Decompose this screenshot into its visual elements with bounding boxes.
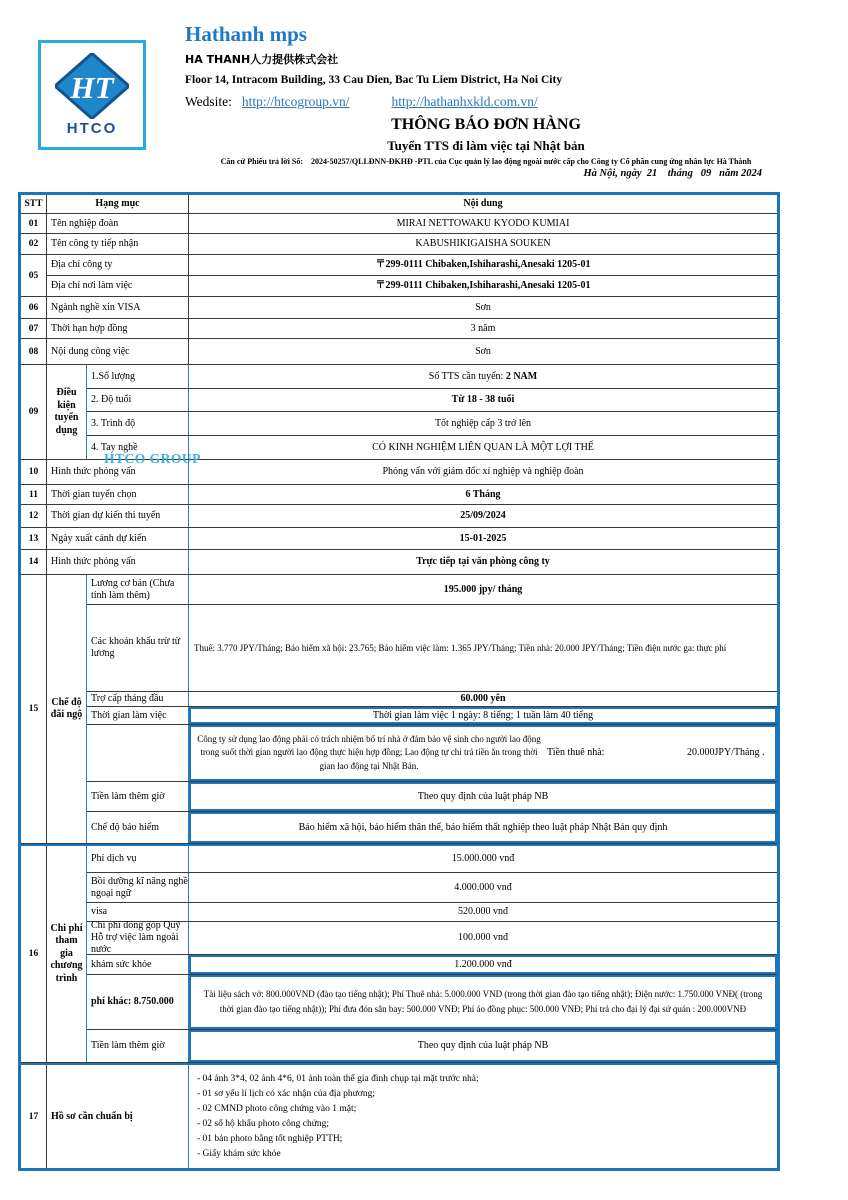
table-row [87, 692, 777, 707]
group-label: Chế độ đãi ngộ [47, 575, 87, 843]
table-row [21, 234, 777, 255]
row-value: 15-01-2025 [459, 532, 507, 544]
rent-value: 20.000JPY/Tháng . [687, 747, 765, 759]
table-row [87, 1030, 777, 1062]
table-row-group [21, 844, 777, 1063]
table-row-group [21, 255, 777, 297]
row-label [87, 725, 189, 781]
row-number: 01 [21, 214, 47, 233]
row-label: Địa chỉ công ty [47, 255, 189, 275]
row-number: 10 [21, 460, 47, 484]
row-value: MIRAI NETTOWAKU KYODO KUMIAI [396, 217, 570, 229]
date-line: Hà Nội, ngày 21 tháng 09 năm 2024 [583, 168, 762, 179]
row-label: phí khác: 8.750.000 [87, 975, 189, 1029]
table-row [87, 846, 777, 873]
title-block [210, 116, 762, 179]
table-row-group [21, 365, 777, 460]
website-link-2[interactable]: http://hathanhxkld.com.vn/ [391, 94, 538, 109]
document-item: - 01 sơ yếu lí lịch có xác nhận của địa phương; [197, 1088, 375, 1099]
table-row-group [21, 575, 777, 844]
table-row [87, 922, 777, 955]
watermark: HTCO GROUP [104, 451, 201, 466]
row-value: 520.000 vnđ [458, 906, 508, 918]
row-value: 〒299-0111 Chibaken,Ishiharashi,Anesaki 1205-01 [375, 259, 591, 271]
website-label: Wedsite: [185, 94, 232, 109]
row-value: 4.000.000 vnđ [454, 881, 512, 893]
table-row [21, 214, 777, 234]
document-item: - Giấy khám sức khỏe [197, 1148, 281, 1159]
row-value: Thời gian làm việc 1 ngày: 8 tiếng; 1 tuần làm 40 tiếng [189, 707, 777, 724]
group-label: Điều kiện tuyển dụng [47, 365, 87, 459]
row-value: Phỏng vấn với giám đốc xí nghiệp và nghiệp đoàn [382, 466, 584, 478]
table-row [87, 782, 777, 812]
row-label: Địa chỉ nơi làm việc [47, 276, 189, 296]
row-value: 〒299-0111 Chibaken,Ishiharashi,Anesaki 1205-01 [375, 280, 591, 292]
logo-diamond-icon [55, 53, 129, 119]
table-row [87, 725, 777, 782]
row-label: Chế độ bảo hiểm [87, 812, 189, 843]
row-value: 6 Tháng [465, 488, 501, 500]
row-number: 09 [21, 365, 47, 459]
table-row [87, 605, 777, 692]
row-label: Trợ cấp tháng đầu [87, 692, 189, 706]
quantity-bold: 2 NAM [505, 370, 538, 382]
col-header-stt: STT [21, 195, 47, 213]
row-label: Hình thức phỏng vấn [47, 550, 189, 574]
row-value: 195.000 jpy/ tháng [443, 583, 523, 595]
row-number: 13 [21, 528, 47, 549]
table-row [87, 412, 777, 436]
row-value: Bảo hiểm xã hội, bảo hiểm thân thể, bảo hiểm thất nghiệp theo luật pháp Nhật Bản quy định [189, 812, 777, 843]
row-number: 07 [21, 319, 47, 338]
row-label: Tên công ty tiếp nhận [47, 234, 189, 254]
row-number: 05 [21, 255, 47, 296]
table-row [21, 319, 777, 339]
table-row [87, 812, 777, 843]
table-row [21, 485, 777, 505]
table-row [21, 339, 777, 365]
table-row [87, 873, 777, 903]
document-item: - 02 sổ hộ khẩu photo công chứng; [197, 1118, 330, 1129]
table-row [87, 975, 777, 1030]
reference-line: Căn cứ Phiếu trả lời Số: 2024-50257/QLLĐNN-ĐKHĐ -PTL của Cục quản lý lao động ngoài nước cấp cho Công ty Cổ phần cung ứng nhân lực Hà Thành [220, 157, 752, 166]
row-number: 14 [21, 550, 47, 574]
row-label: Phí dịch vụ [87, 846, 189, 872]
row-label: Tên nghiệp đoàn [47, 214, 189, 233]
row-number: 11 [21, 485, 47, 504]
table-row [21, 550, 777, 575]
order-table [18, 192, 780, 1171]
row-label: Hồ sơ cần chuẩn bị [47, 1065, 189, 1168]
table-row-group [21, 1063, 777, 1168]
row-value: Sơn [475, 301, 491, 313]
row-label: Tiền làm thêm giờ [87, 1030, 189, 1062]
row-value: KABUSHIKIGAISHA SOUKEN [415, 238, 551, 250]
table-row [47, 276, 777, 296]
row-value: 60.000 yên [460, 693, 506, 705]
row-number: 08 [21, 339, 47, 364]
row-value: 100.000 vnđ [458, 932, 508, 944]
logo-text: HTCO [66, 120, 118, 137]
rent-label: Tiền thuê nhà: [547, 747, 605, 759]
svg-text:HT: HT [70, 69, 114, 105]
col-header-category: Hạng mục [47, 195, 189, 213]
table-row [87, 955, 777, 975]
row-label: Bồi dưỡng kĩ năng nghề ngoại ngữ [87, 873, 189, 902]
row-label: 3. Trình độ [87, 412, 189, 435]
row-label: Thời gian làm việc [87, 707, 189, 724]
table-header-row [21, 195, 777, 214]
website-link-1[interactable]: http://htcogroup.vn/ [241, 94, 350, 109]
company-logo [38, 40, 146, 150]
row-value: Thuế: 3.770 JPY/Tháng; Bảo hiểm xã hội: 23.765; Bảo hiểm việc làm: 1.365 JPY/Tháng; Tiền nhà: 20.000 JPY/Tháng; Tiền điện nước ga: thực phí [194, 642, 727, 653]
document-subtitle: Tuyển TTS đi làm việc tại Nhật bản [387, 138, 585, 153]
row-value: Sơn [475, 345, 491, 357]
company-address: Floor 14, Intracom Building, 33 Cau Dien, Bac Tu Liem District, Ha Noi City [185, 74, 563, 86]
table-row [21, 505, 777, 528]
row-number: 02 [21, 234, 47, 254]
row-number: 15 [21, 575, 47, 843]
table-row [87, 389, 777, 412]
row-value: 15.000.000 vnđ [451, 853, 515, 865]
row-label: 4. Tay nghề [87, 436, 189, 459]
row-number: 16 [21, 846, 47, 1062]
row-label: Các khoản khấu trừ từ lương [87, 605, 189, 691]
row-label: Thời gian tuyển chọn [47, 485, 189, 504]
row-label: visa [87, 903, 189, 921]
row-value [189, 365, 777, 388]
row-value: Theo quy định của luật pháp NB [189, 782, 777, 811]
row-value: Theo quy định của luật pháp NB [189, 1030, 777, 1062]
website-row [185, 94, 562, 110]
row-label: 1.Số lượng [87, 365, 189, 388]
row-label: Chi phí đóng góp Quỹ Hỗ trợ việc làm ngoài nước [87, 922, 189, 954]
table-row [21, 297, 777, 319]
row-value: CÓ KINH NGHIỆM LIÊN QUAN LÀ MỘT LỢI THẾ [372, 441, 594, 453]
row-value: Tốt nghiệp cấp 3 trở lên [434, 417, 532, 429]
row-value: Trực tiếp tại văn phòng công ty [416, 556, 550, 568]
table-row [21, 528, 777, 550]
row-label: Thời gian dự kiến thi tuyển [47, 505, 189, 527]
row-label: Nội dung công việc [47, 339, 189, 364]
col-header-content: Nội dung [463, 198, 503, 210]
row-label: 2. Độ tuổi [87, 389, 189, 411]
document-item: - 02 CMND photo công chứng vào 1 mặt; [197, 1103, 357, 1114]
document-item: - 04 ảnh 3*4, 02 ảnh 4*6, 01 ảnh toàn thể gia đình chụp tại mặt trước nhà; [197, 1073, 479, 1084]
row-label: Hình thức phỏng vấn [47, 460, 189, 484]
row-label: Ngày xuất cảnh dự kiến [47, 528, 189, 549]
company-name: Hathanh mps [185, 22, 307, 46]
row-label: Tiền làm thêm giờ [87, 782, 189, 811]
document-item: - 01 bản photo bằng tốt nghiệp PTTH; [197, 1133, 343, 1144]
row-label: Lương cơ bản (Chưa tính làm thêm) [87, 575, 189, 604]
table-row [87, 575, 777, 605]
row-value: Tài liệu sách vở: 800.000VND (đào tạo tiếng nhật); Phí Thuê nhà: 5.000.000 VND (trong thời gian đào tạo tiếng nhật); Điện nước: 1.750.000 VNĐ( (trong thời gian đào tạo tiếng nhật)); Phí đưa đón sân bay: 500.000 VNĐ; Phí áo đồng phục: 500.000 VNĐ; Phí trả cho đại lý đại sứ quán : 200.000VNĐ [189, 975, 777, 1029]
company-name-japanese: HA THANH人力提供株式会社 [185, 53, 339, 66]
housing-row [189, 725, 777, 781]
document-title: THÔNG BÁO ĐƠN HÀNG [391, 116, 581, 133]
housing-text: Công ty sử dụng lao động phải có trách nhiệm bố trí nhà ở đảm bảo vệ sinh cho người lao động trong suốt thời gian người lao động thực hiện hợp đồng; Lao động tự chi trả tiền ăn trong thời gian lao động tại Nhật Bản. [197, 733, 541, 771]
row-number: 06 [21, 297, 47, 318]
group-label: Chi phí tham gia chương trình [47, 846, 87, 1062]
table-row [47, 255, 777, 276]
row-value: 25/09/2024 [460, 510, 506, 522]
table-row [87, 903, 777, 922]
row-value: Từ 18 - 38 tuổi [451, 394, 515, 406]
row-label: Ngành nghề xin VISA [47, 297, 189, 318]
row-label: Thời hạn hợp đồng [47, 319, 189, 338]
row-value: 3 năm [470, 322, 496, 334]
table-row [87, 365, 777, 389]
row-number: 17 [21, 1065, 47, 1168]
row-number: 12 [21, 505, 47, 527]
company-block [185, 22, 562, 110]
table-row [87, 707, 777, 725]
row-value: 1.200.000 vnđ [189, 955, 777, 974]
row-label: khám sức khỏe [87, 955, 189, 974]
documents-list [189, 1065, 777, 1168]
quantity-text: Số TTS cần tuyển: [428, 370, 504, 382]
